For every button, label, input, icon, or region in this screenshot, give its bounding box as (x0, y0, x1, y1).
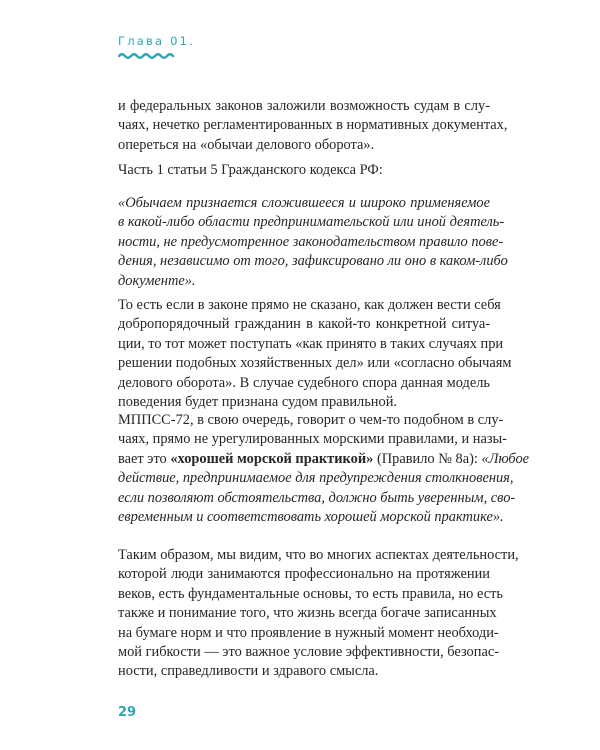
text-line: То есть если в законе прямо не сказано, как должен вести себя (118, 297, 501, 313)
quote-line: ности, не предусмотренное законодательством правило пове- (118, 233, 504, 250)
text-line: делового оборота». В случае судебного спора данная модель (118, 374, 490, 391)
rule-reference: (Правило № 8а): (376, 450, 478, 467)
rule-quote-line: действие, предпринимаемое для предупреждения столкновения, (118, 470, 514, 487)
text-line: веков, есть фундаментальные основы, то есть правила, но есть (118, 585, 503, 602)
text-line: МППСС-72, в свою очередь, говорит о чем-то подобном в слу- (118, 412, 504, 428)
rule-quote-line: если позволяют обстоятельства, должно быть уверенным, сво- (118, 489, 516, 506)
text-line: чаях, прямо не урегулированных морскими правилами, и назы- (118, 431, 507, 448)
quote-line: в какой-либо области предпринимательской или иной деятель- (118, 214, 505, 231)
paragraph-2 (118, 161, 490, 180)
text-line: ности, справедливости и здравого смысла. (118, 663, 379, 680)
text-line: также и понимание того, что жизнь всегда богаче записанных (118, 605, 497, 622)
text-line: добропорядочный гражданин в какой-то конкретной ситуа- (118, 316, 490, 333)
text-line: на бумаге норм и что проявление в нужный момент необходи- (118, 624, 499, 641)
text-line: и федеральных законов заложили возможность судам в слу- (118, 98, 490, 114)
quote-line: «Обычаем признается сложившееся и широко применяемое (118, 195, 490, 211)
chapter-label: Глава 01. (118, 34, 195, 48)
text-line: Таким образом, мы видим, что во многих аспектах деятельности, (118, 547, 519, 563)
civil-code-quote (118, 194, 508, 291)
page-header (118, 34, 195, 60)
text-run: вает это (118, 450, 167, 467)
text-line: ции, то тот может поступать «как принято в таких случаях при (118, 335, 504, 352)
paragraph-4 (118, 296, 512, 412)
paragraph-6 (118, 546, 519, 682)
page-number: 29 (118, 705, 137, 720)
text-line: мой гибкости — это важное условие эффективности, безопас- (118, 643, 500, 660)
text-line-mixed (118, 450, 530, 469)
paragraph-1 (118, 97, 508, 155)
quote-line: дения, независимо от того, зафиксировано ли оно в каком-либо (118, 253, 508, 270)
text-line: опереться на «обычаи делового оборота». (118, 136, 375, 153)
rule-quote-start: «Любое (481, 450, 530, 467)
text-line: решении подобных хозяйственных дел» или «согласно обычаям (118, 355, 512, 372)
rule-quote-line: евременным и соответствовать хорошей морской практике». (118, 508, 504, 525)
quote-line: документе». (118, 272, 196, 289)
text-line: чаях, нечетко регламентированных в нормативных документах, (118, 117, 508, 134)
paragraph-5 (118, 411, 530, 527)
text-line: которой люди занимаются профессионально на протяжении (118, 566, 490, 583)
text-line: поведения будет признана судом правильной. (118, 393, 397, 410)
text-line: Часть 1 статьи 5 Гражданского кодекса РФ: (118, 162, 383, 178)
good-seamanship-term: «хорошей морской практикой» (170, 450, 374, 467)
wave-icon (118, 52, 176, 60)
